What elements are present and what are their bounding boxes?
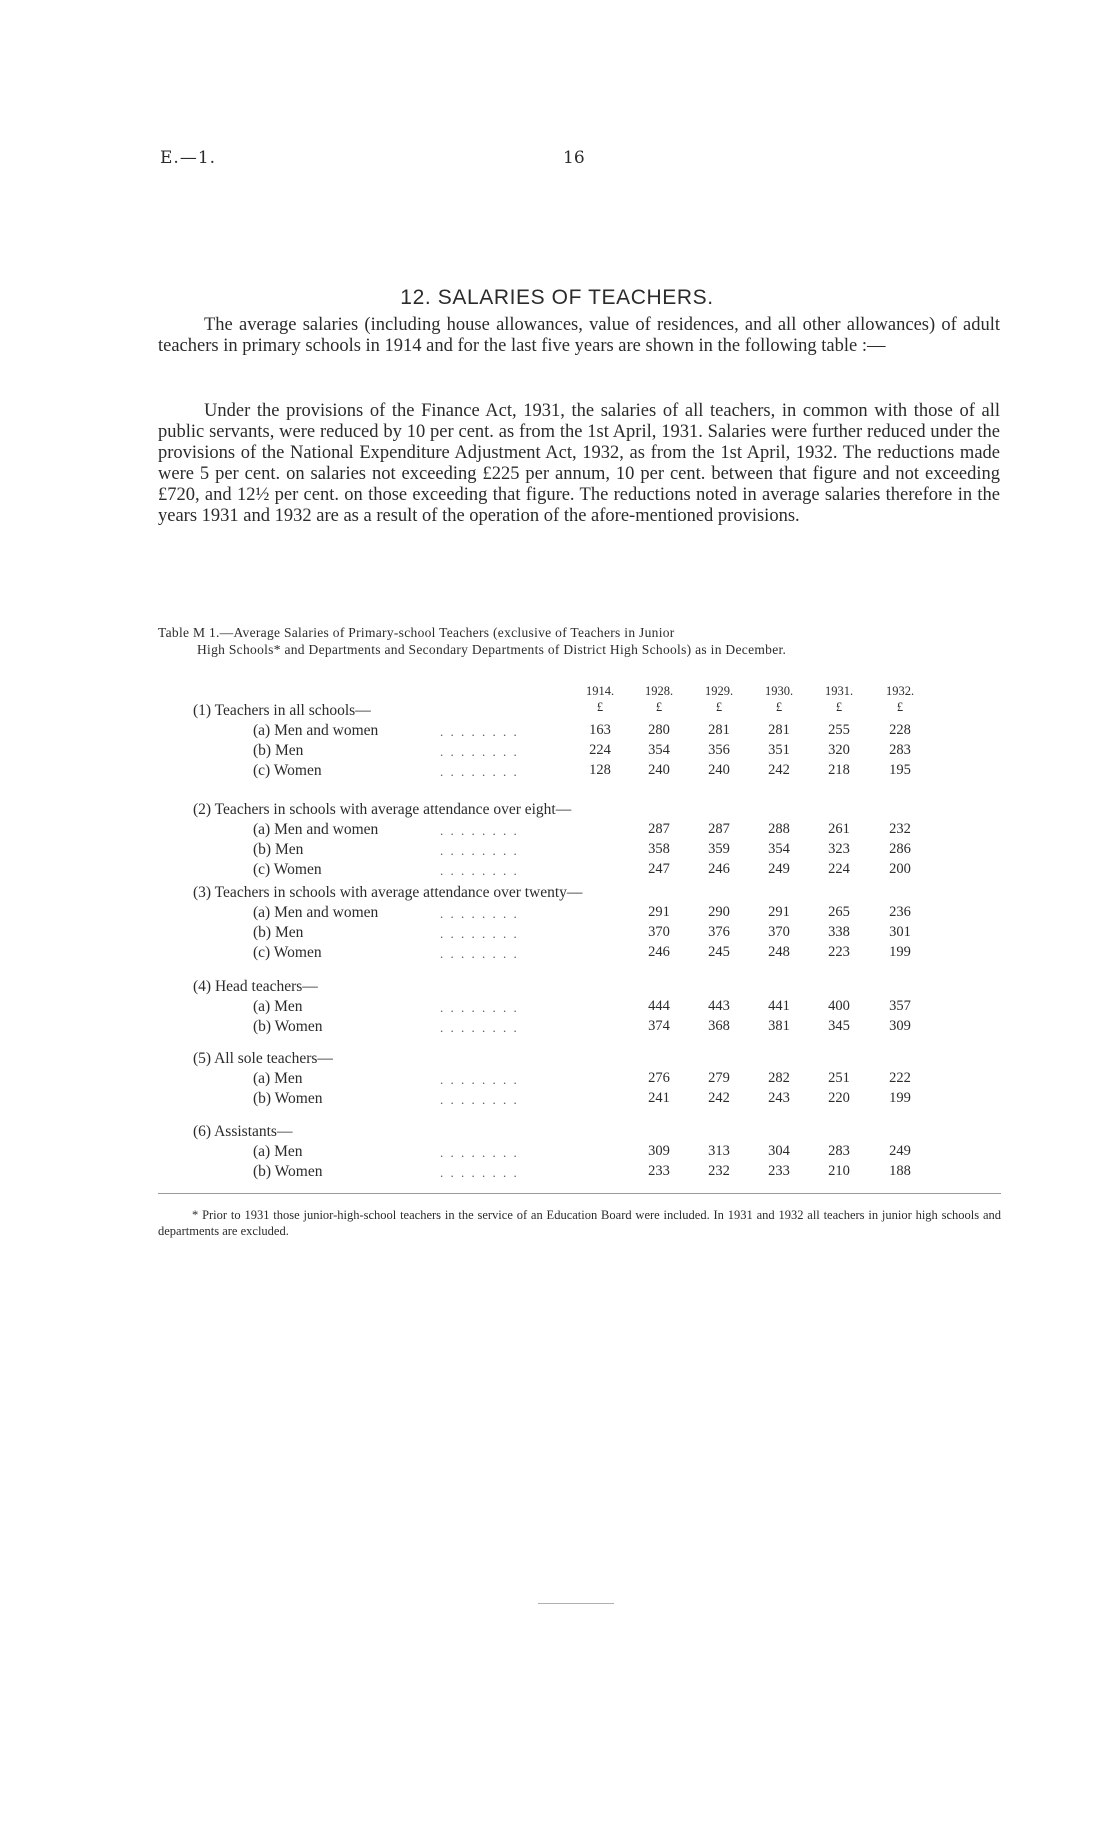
intro-paragraph-text: The average salaries (including house allowances, value of residences, and all other allowances) of adult teachers in primary schools in 1914 and for the last five years are shown in the following table :— [158,315,1000,356]
table-cell: 359 [708,841,730,857]
table-cell: 248 [768,944,790,960]
reductions-paragraph [158,401,1000,527]
row-label: (a) Men and women [253,821,379,838]
table-cell: 320 [828,742,850,758]
group-heading: (4) Head teachers— [193,978,318,995]
year-header: 1914. [585,684,615,698]
table-cell: 290 [708,904,730,920]
unit-header: £ [655,700,663,714]
row-label: (b) Men [253,841,304,858]
table-cell: 441 [768,998,790,1014]
table-cell: 358 [648,841,670,857]
intro-paragraph [158,315,1000,357]
table-cell: 287 [708,821,730,837]
leader-dots: . . . . . . . . [440,926,519,941]
table-cell: 223 [828,944,850,960]
page-reference: E.—1. [160,148,217,168]
table-cell: 228 [889,722,911,738]
table-cell: 444 [648,998,670,1014]
table-cell: 240 [648,762,670,778]
row-label: (b) Men [253,924,304,941]
footnote [158,1207,1001,1239]
group-heading: (2) Teachers in schools with average attendance over eight— [193,801,572,818]
table-cell: 338 [828,924,850,940]
table-cell: 199 [889,944,911,960]
leader-dots: . . . . . . . . [440,1165,519,1180]
table-cell: 188 [889,1163,911,1179]
table-cell: 281 [768,722,790,738]
table-cell: 243 [768,1090,790,1106]
table-caption-lead: Table M 1.—Average Salaries of Primary-school Teachers (exclusive of Teachers in Junior [158,625,675,640]
year-header: 1931. [824,684,854,698]
table-cell: 291 [648,904,670,920]
leader-dots: . . . . . . . . [440,744,519,759]
table-cell: 282 [768,1070,790,1086]
table-cell: 370 [768,924,790,940]
table-caption-rest: High Schools* and Departments and Secondary Departments of District High Schools) as in December. [197,642,787,657]
end-rule [538,1603,614,1604]
page-number: 16 [563,148,585,168]
leader-dots: . . . . . . . . [440,843,519,858]
table-cell: 224 [828,861,850,877]
row-label: (c) Women [253,762,322,779]
row-label: (a) Men [253,1070,303,1087]
table-cell: 195 [889,762,911,778]
table-cell: 357 [889,998,911,1014]
table-cell: 276 [648,1070,670,1086]
table-cell: 255 [828,722,850,738]
table-cell: 218 [828,762,850,778]
table-cell: 354 [768,841,790,857]
unit-header: £ [835,700,843,714]
table-cell: 280 [648,722,670,738]
table-cell: 232 [889,821,911,837]
table-cell: 241 [648,1090,670,1106]
row-label: (a) Men and women [253,722,379,739]
table-bottom-rule [158,1193,1001,1194]
leader-dots: . . . . . . . . [440,823,519,838]
row-label: (b) Women [253,1090,323,1107]
unit-header: £ [896,700,904,714]
table-cell: 301 [889,924,911,940]
group-heading: (6) Assistants— [193,1123,293,1140]
row-label: (c) Women [253,861,322,878]
row-label: (a) Men [253,998,303,1015]
table-cell: 283 [889,742,911,758]
row-label: (b) Women [253,1163,323,1180]
leader-dots: . . . . . . . . [440,946,519,961]
leader-dots: . . . . . . . . [440,1072,519,1087]
table-cell: 376 [708,924,730,940]
year-header: 1930. [764,684,794,698]
leader-dots: . . . . . . . . [440,863,519,878]
leader-dots: . . . . . . . . [440,764,519,779]
table-cell: 286 [889,841,911,857]
table-cell: 232 [708,1163,730,1179]
table-cell: 233 [648,1163,670,1179]
table-cell: 288 [768,821,790,837]
table-cell: 240 [708,762,730,778]
table-cell: 281 [708,722,730,738]
table-cell: 381 [768,1018,790,1034]
year-header: 1929. [704,684,734,698]
table-cell: 233 [768,1163,790,1179]
group-heading: (5) All sole teachers— [193,1050,333,1067]
year-header: 1932. [885,684,915,698]
row-label: (b) Men [253,742,304,759]
table-cell: 354 [648,742,670,758]
table-cell: 265 [828,904,850,920]
table-cell: 199 [889,1090,911,1106]
table-cell: 374 [648,1018,670,1034]
table-cell: 245 [708,944,730,960]
unit-header: £ [596,700,604,714]
table-cell: 368 [708,1018,730,1034]
leader-dots: . . . . . . . . [440,1000,519,1015]
row-label: (c) Women [253,944,322,961]
group-heading: (1) Teachers in all schools— [193,702,371,719]
table-cell: 242 [768,762,790,778]
table-cell: 370 [648,924,670,940]
table-cell: 356 [708,742,730,758]
section-title: 12. SALARIES OF TEACHERS. [400,286,714,309]
table-cell: 247 [648,861,670,877]
table-cell: 246 [648,944,670,960]
leader-dots: . . . . . . . . [440,1092,519,1107]
table-cell: 251 [828,1070,850,1086]
table-cell: 313 [708,1143,730,1159]
table-cell: 222 [889,1070,911,1086]
table-cell: 249 [768,861,790,877]
table-caption [158,624,1001,658]
table-cell: 291 [768,904,790,920]
table-cell: 323 [828,841,850,857]
table-cell: 309 [648,1143,670,1159]
table-cell: 224 [589,742,611,758]
table-cell: 246 [708,861,730,877]
table-cell: 283 [828,1143,850,1159]
table-cell: 236 [889,904,911,920]
leader-dots: . . . . . . . . [440,906,519,921]
table-cell: 200 [889,861,911,877]
row-label: (b) Women [253,1018,323,1035]
table-cell: 163 [589,722,611,738]
table-cell: 261 [828,821,850,837]
leader-dots: . . . . . . . . [440,724,519,739]
table-cell: 279 [708,1070,730,1086]
unit-header: £ [715,700,723,714]
table-cell: 287 [648,821,670,837]
table-cell: 128 [589,762,611,778]
unit-header: £ [775,700,783,714]
table-cell: 443 [708,998,730,1014]
table-cell: 242 [708,1090,730,1106]
table-cell: 345 [828,1018,850,1034]
year-header: 1928. [644,684,674,698]
reductions-paragraph-text: Under the provisions of the Finance Act, 1931, the salaries of all teachers, in common with those of all public servants, were reduced by 10 per cent. as from the 1st April, 1931. Salaries were further reduced under the provisions of the National Expenditure Adjustment Act, 1932, as from the 1st April, 1932. The reductions made were 5 per cent. on salaries not exceeding £225 per annum, 10 per cent. between that figure and not exceeding £720, and 12½ per cent. on those exceeding that figure. The reductions noted in average salaries therefore in the years 1931 and 1932 are as a result of the operation of the afore-mentioned provisions. [158,401,1000,526]
footnote-text: * Prior to 1931 those junior-high-school teachers in the service of an Education Board were included. In 1931 and 1932 all teachers in junior high schools and departments are excluded. [158,1208,1001,1238]
table-cell: 210 [828,1163,850,1179]
table-cell: 249 [889,1143,911,1159]
row-label: (a) Men and women [253,904,379,921]
group-heading: (3) Teachers in schools with average attendance over twenty— [193,884,583,901]
table-cell: 400 [828,998,850,1014]
row-label: (a) Men [253,1143,303,1160]
table-cell: 220 [828,1090,850,1106]
table-cell: 304 [768,1143,790,1159]
leader-dots: . . . . . . . . [440,1020,519,1035]
table-cell: 309 [889,1018,911,1034]
leader-dots: . . . . . . . . [440,1145,519,1160]
table-cell: 351 [768,742,790,758]
